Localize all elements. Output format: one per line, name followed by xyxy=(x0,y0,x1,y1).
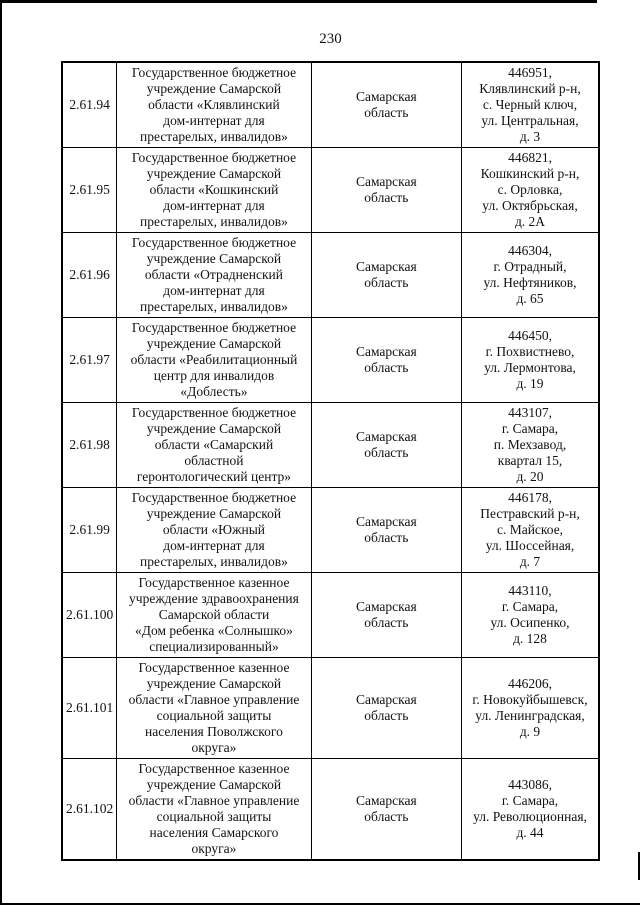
text-line: г. Отрадный, xyxy=(493,259,567,274)
text-line: г. Самара, xyxy=(501,793,559,808)
address-cell xyxy=(462,759,599,861)
text-line: Государственное бюджетное xyxy=(131,405,297,420)
text-line: 446304, xyxy=(508,243,552,258)
text-line: область xyxy=(364,708,409,723)
text-line: Государственное казенное xyxy=(138,660,290,675)
text-line: Самарская xyxy=(355,429,417,444)
address-cell xyxy=(462,318,599,403)
table-row xyxy=(62,658,599,759)
address-cell xyxy=(462,148,599,233)
text-line: ул. Ленинградская, xyxy=(475,708,585,723)
text-line: Государственное казенное xyxy=(138,761,290,776)
text-line: 443110, xyxy=(508,583,552,598)
text-line: область xyxy=(364,530,409,545)
table-row xyxy=(62,403,599,488)
institution-cell xyxy=(117,318,311,403)
text-line: 446178, xyxy=(508,490,552,505)
text-line: престарелых, инвалидов» xyxy=(140,299,288,314)
text-line: учреждение Самарской xyxy=(146,336,282,351)
text-line: учреждение Самарской xyxy=(146,421,282,436)
text-line: область xyxy=(364,809,409,824)
institution-cell xyxy=(117,573,311,658)
address-cell xyxy=(462,488,599,573)
text-line: 446951, xyxy=(508,65,552,80)
text-line: дом-интернат для xyxy=(163,538,265,553)
text-line: области «Кошкинский xyxy=(149,182,279,197)
table-row xyxy=(62,62,599,148)
text-line: специализированный» xyxy=(149,639,279,654)
text-line: 2.61.96 xyxy=(69,267,110,282)
text-line: ул. Центральная, xyxy=(481,113,579,128)
text-line: Самарская xyxy=(355,89,417,104)
text-line: населения Поволжского xyxy=(145,724,283,739)
institution-cell xyxy=(117,488,311,573)
text-line: учреждение Самарской xyxy=(146,166,282,181)
text-line: учреждение Самарской xyxy=(146,676,282,691)
table-row xyxy=(62,759,599,861)
text-line: Кошкинский р-н, xyxy=(480,166,580,181)
text-line: области «Клявлинский xyxy=(148,97,280,112)
page-content xyxy=(61,30,600,861)
institutions-table xyxy=(61,61,600,861)
text-line: дом-интернат для xyxy=(163,198,265,213)
text-line: д. 7 xyxy=(519,554,541,569)
text-line: престарелых, инвалидов» xyxy=(140,129,288,144)
text-line: области «Южный xyxy=(162,522,266,537)
text-line: область xyxy=(364,105,409,120)
institution-cell xyxy=(117,403,311,488)
text-line: престарелых, инвалидов» xyxy=(140,214,288,229)
text-line: ул. Революционная, xyxy=(473,809,587,824)
address-cell xyxy=(462,658,599,759)
text-line: учреждение Самарской xyxy=(146,251,282,266)
text-line: с. Майское, xyxy=(496,522,564,537)
text-line: Пестравский р-н, xyxy=(480,506,580,521)
scan-border-left xyxy=(0,0,2,905)
text-line: социальной защиты xyxy=(156,809,272,824)
institution-cell xyxy=(117,148,311,233)
row-id-cell xyxy=(62,62,117,148)
institution-cell xyxy=(117,233,311,318)
text-line: с. Орловка, xyxy=(497,182,563,197)
text-line: 446821, xyxy=(508,150,552,165)
table-row xyxy=(62,233,599,318)
text-line: 2.61.102 xyxy=(66,801,114,816)
text-line: д. 128 xyxy=(513,631,547,646)
row-id-cell xyxy=(62,148,117,233)
text-line: геронтологический центр» xyxy=(136,469,292,484)
text-line: учреждение Самарской xyxy=(146,81,282,96)
text-line: области «Отрадненский xyxy=(144,267,284,282)
text-line: п. Мехзавод, xyxy=(493,437,567,452)
region-cell xyxy=(311,658,461,759)
text-line: 2.61.98 xyxy=(69,437,110,452)
text-line: 2.61.95 xyxy=(69,182,110,197)
text-line: Самарская xyxy=(355,692,417,707)
institution-cell xyxy=(117,658,311,759)
row-id-cell xyxy=(62,658,117,759)
text-line: д. 3 xyxy=(519,129,541,144)
row-id-cell xyxy=(62,488,117,573)
text-line: дом-интернат для xyxy=(163,283,265,298)
text-line: д. 20 xyxy=(516,469,544,484)
text-line: области «Самарский xyxy=(154,437,274,452)
text-line: «Доблесть» xyxy=(180,384,248,399)
row-id-cell xyxy=(62,318,117,403)
text-line: Самарской области xyxy=(158,607,270,622)
text-line: Самарская xyxy=(355,259,417,274)
text-line: г. Самара, xyxy=(501,599,559,614)
text-line: округа» xyxy=(191,740,237,755)
text-line: ул. Шоссейная, xyxy=(485,538,575,553)
text-line: Самарская xyxy=(355,344,417,359)
text-line: Самарская xyxy=(355,174,417,189)
address-cell xyxy=(462,62,599,148)
text-line: 446450, xyxy=(508,328,552,343)
region-cell xyxy=(311,403,461,488)
text-line: округа» xyxy=(191,841,237,856)
text-line: населения Самарского xyxy=(149,825,279,840)
text-line: области «Главное управление xyxy=(128,692,300,707)
text-line: престарелых, инвалидов» xyxy=(140,554,288,569)
address-cell xyxy=(462,233,599,318)
text-line: 2.61.100 xyxy=(66,607,114,622)
text-line: г. Похвистнево, xyxy=(485,344,575,359)
text-line: центр для инвалидов xyxy=(153,368,275,383)
region-cell xyxy=(311,488,461,573)
text-line: области «Реабилитационный xyxy=(130,352,298,367)
text-line: ул. Нефтяников, xyxy=(483,275,577,290)
text-line: Самарская xyxy=(355,599,417,614)
text-line: квартал 15, xyxy=(497,453,563,468)
scan-border-top xyxy=(0,0,597,3)
text-line: область xyxy=(364,615,409,630)
text-line: г. Самара, xyxy=(501,421,559,436)
text-line: Государственное бюджетное xyxy=(131,65,297,80)
text-line: дом-интернат для xyxy=(163,113,265,128)
text-line: 2.61.99 xyxy=(69,522,110,537)
text-line: с. Черный ключ, xyxy=(482,97,578,112)
table-row xyxy=(62,318,599,403)
row-id-cell xyxy=(62,233,117,318)
text-line: область xyxy=(364,190,409,205)
address-cell xyxy=(462,573,599,658)
text-line: Государственное бюджетное xyxy=(131,320,297,335)
text-line: 2.61.94 xyxy=(69,97,110,112)
text-line: 2.61.97 xyxy=(69,352,110,367)
region-cell xyxy=(311,759,461,861)
text-line: учреждение Самарской xyxy=(146,777,282,792)
region-cell xyxy=(311,318,461,403)
text-line: 443107, xyxy=(508,405,552,420)
address-cell xyxy=(462,403,599,488)
text-line: учреждение Самарской xyxy=(146,506,282,521)
text-line: 2.61.101 xyxy=(66,700,114,715)
text-line: социальной защиты xyxy=(156,708,272,723)
text-line: Самарская xyxy=(355,514,417,529)
institution-cell xyxy=(117,759,311,861)
text-line: областной xyxy=(184,453,244,468)
page-number: 230 xyxy=(319,31,342,47)
row-id-cell xyxy=(62,573,117,658)
text-line: области «Главное управление xyxy=(128,793,300,808)
text-line: область xyxy=(364,275,409,290)
text-line: д. 9 xyxy=(519,724,541,739)
text-line: ул. Октябрьская, xyxy=(482,198,578,213)
text-line: ул. Осипенко, xyxy=(490,615,570,630)
text-line: Государственное бюджетное xyxy=(131,490,297,505)
text-line: Государственное казенное xyxy=(138,575,290,590)
region-cell xyxy=(311,148,461,233)
text-line: Государственное бюджетное xyxy=(131,235,297,250)
row-id-cell xyxy=(62,403,117,488)
text-line: Государственное бюджетное xyxy=(131,150,297,165)
text-line: 443086, xyxy=(508,777,552,792)
table-row xyxy=(62,488,599,573)
text-line: Клявлинский р-н, xyxy=(479,81,581,96)
table-row xyxy=(62,148,599,233)
institution-cell xyxy=(117,62,311,148)
region-cell xyxy=(311,573,461,658)
text-line: «Дом ребенка «Солнышко» xyxy=(135,623,293,638)
region-cell xyxy=(311,233,461,318)
text-line: учреждение здравоохранения xyxy=(129,591,299,606)
text-line: д. 2А xyxy=(514,214,546,229)
text-line: ул. Лермонтова, xyxy=(484,360,576,375)
row-id-cell xyxy=(62,759,117,861)
table-body xyxy=(62,62,599,860)
text-line: г. Новокуйбышевск, xyxy=(472,692,588,707)
text-line: д. 65 xyxy=(516,291,544,306)
text-line: область xyxy=(364,360,409,375)
text-line: д. 19 xyxy=(516,376,544,391)
text-line: Самарская xyxy=(355,793,417,808)
text-line: область xyxy=(364,445,409,460)
text-line: 446206, xyxy=(508,676,552,691)
table-row xyxy=(62,573,599,658)
region-cell xyxy=(311,62,461,148)
text-line: д. 44 xyxy=(516,825,544,840)
